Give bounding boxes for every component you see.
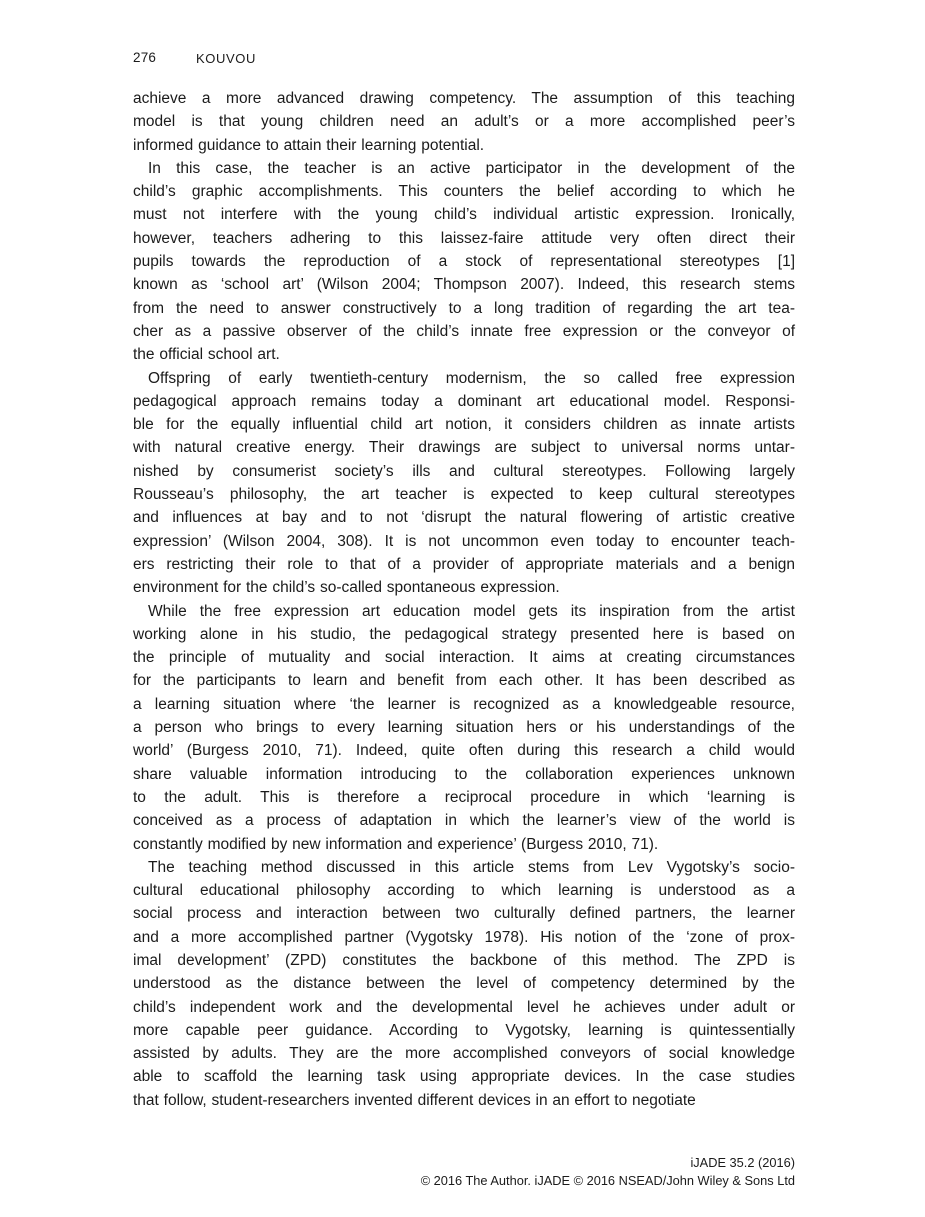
- text-line: known as ‘school art’ (Wilson 2004; Thompson 2007). Indeed, this research stems: [133, 276, 795, 294]
- text-line: child’s graphic accomplishments. This counters the belief according to which he: [133, 183, 795, 201]
- text-line: from the need to answer constructively to a long tradition of regarding the art tea-: [133, 299, 795, 317]
- text-line: pedagogical approach remains today a dominant art educational model. Responsi-: [133, 392, 795, 410]
- text-line: social process and interaction between two culturally defined partners, the learner: [133, 905, 795, 923]
- text-line: with natural creative energy. Their drawings are subject to universal norms untar-: [133, 439, 795, 457]
- text-line: ers restricting their role to that of a provider of appropriate materials and a benign: [133, 555, 795, 573]
- page-number: 276: [133, 50, 157, 65]
- text-line: understood as the distance between the level of competency determined by the: [133, 975, 795, 993]
- text-line: the official school art.: [133, 346, 280, 364]
- text-line: a person who brings to every learning situation hers or his understandings of the: [133, 719, 795, 737]
- page-header: [133, 50, 795, 66]
- text-line: that follow, student-researchers invented different devices in an effort to negotiate: [133, 1091, 696, 1109]
- text-line: a learning situation where ‘the learner is recognized as a knowledgeable resource,: [133, 695, 795, 713]
- text-line: and a more accomplished partner (Vygotsky 1978). His notion of the ‘zone of prox-: [133, 928, 795, 946]
- text-line: achieve a more advanced drawing competency. The assumption of this teaching: [133, 90, 795, 107]
- text-line: world’ (Burgess 2010, 71). Indeed, quite often during this research a child would: [133, 742, 795, 760]
- text-line: pupils towards the reproduction of a stock of representational stereotypes [1]: [133, 253, 795, 271]
- text-line: must not interfere with the young child’s individual artistic expression. Ironically,: [133, 206, 795, 224]
- text-line: child’s independent work and the developmental level he achieves under adult or: [133, 998, 795, 1016]
- journal-issue-line: iJADE 35.2 (2016): [690, 1155, 795, 1170]
- text-line: ble for the equally influential child art notion, it considers children as innate artists: [133, 416, 795, 434]
- text-line: constantly modified by new information and experience’ (Burgess 2010, 71).: [133, 835, 659, 853]
- text-line: however, teachers adhering to this laissez-faire attitude very often direct their: [133, 229, 795, 247]
- text-line: and influences at bay and to not ‘disrupt the natural flowering of artistic creative: [133, 509, 795, 527]
- text-line: environment for the child’s so-called spontaneous expression.: [133, 579, 560, 597]
- running-head: KOUVOU: [196, 50, 256, 66]
- page-footer: [421, 1154, 795, 1189]
- article-body: [133, 87, 795, 1112]
- text-line: The teaching method discussed in this article stems from Lev Vygotsky’s socio-: [148, 858, 795, 876]
- text-line: for the participants to learn and benefit from each other. It has been described as: [133, 672, 795, 690]
- text-line: conceived as a process of adaptation in which the learner’s view of the world is: [133, 812, 795, 830]
- text-line: Offspring of early twentieth-century modernism, the so called free expression: [148, 369, 795, 387]
- text-line: model is that young children need an adult’s or a more accomplished peer’s: [133, 113, 795, 131]
- text-line: able to scaffold the learning task using appropriate devices. In the case studies: [133, 1068, 795, 1086]
- text-line: cher as a passive observer of the child’s innate free expression or the conveyor of: [133, 322, 795, 340]
- text-line: more capable peer guidance. According to Vygotsky, learning is quintessentially: [133, 1021, 795, 1039]
- text-line: While the free expression art education model gets its inspiration from the artist: [148, 602, 795, 620]
- text-line: In this case, the teacher is an active participator in the development of the: [148, 159, 795, 177]
- text-line: informed guidance to attain their learning potential.: [133, 136, 485, 154]
- text-line: assisted by adults. They are the more accomplished conveyors of social knowledge: [133, 1045, 795, 1063]
- text-line: share valuable information introducing to the collaboration experiences unknown: [133, 765, 795, 783]
- copyright-line: © 2016 The Author. iJADE © 2016 NSEAD/John Wiley & Sons Ltd: [420, 1172, 795, 1188]
- text-line: to the adult. This is therefore a reciprocal procedure in which ‘learning is: [133, 788, 795, 806]
- text-line: the principle of mutuality and social interaction. It aims at creating circumstances: [133, 649, 795, 667]
- text-line: expression’ (Wilson 2004, 308). It is not uncommon even today to encounter teach-: [133, 532, 795, 550]
- text-line: imal development’ (ZPD) constitutes the backbone of this method. The ZPD is: [133, 951, 795, 969]
- text-line: cultural educational philosophy according to which learning is understood as a: [133, 882, 795, 900]
- text-line: nished by consumerist society’s ills and cultural stereotypes. Following largely: [133, 462, 795, 480]
- text-line: working alone in his studio, the pedagogical strategy presented here is based on: [133, 625, 795, 643]
- text-line: Rousseau’s philosophy, the art teacher is expected to keep cultural stereotypes: [133, 486, 795, 504]
